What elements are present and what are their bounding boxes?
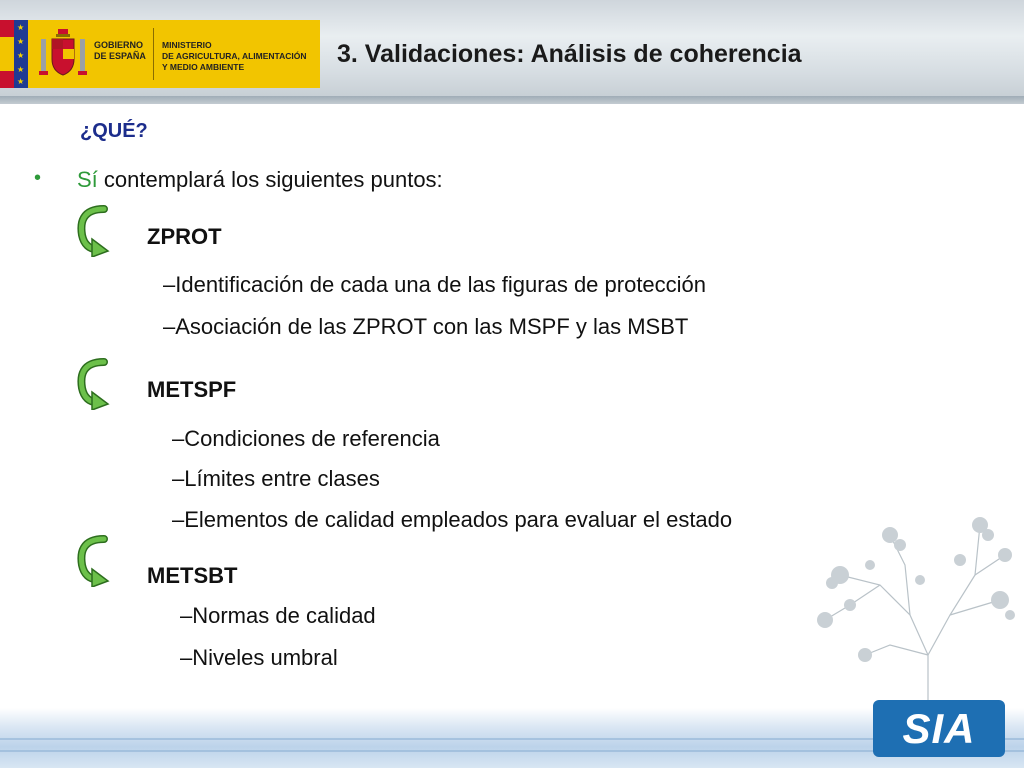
section-item: –Límites entre clases [172, 466, 380, 491]
spain-crest-icon [38, 27, 88, 81]
section-item: –Elementos de calidad empleados para evaluar el estado [172, 507, 733, 532]
header-banner [0, 0, 1024, 104]
section-item: –Niveles umbral [180, 645, 338, 670]
footer-wave-line [0, 738, 1024, 740]
curved-arrow-icon [76, 205, 110, 257]
footer-band [0, 708, 1024, 768]
section-item: –Condiciones de referencia [172, 426, 440, 451]
curved-arrow-icon [76, 358, 110, 410]
section-item: –Normas de calidad [180, 603, 376, 628]
government-label: GOBIERNO DE ESPAÑA [94, 40, 146, 61]
section-item: –Identificación de cada una de las figuras de protección [163, 272, 707, 297]
footer-wave-line [0, 750, 1024, 752]
ministry-label: MINISTERIO DE AGRICULTURA, ALIMENTACIÓN Y MEDIO AMBIENTE [162, 40, 307, 72]
header-divider [153, 28, 154, 80]
section-item: –Asociación de las ZPROT con las MSPF y las MSBT [163, 314, 689, 339]
bullet-icon: • [34, 167, 42, 189]
section-title-metsbt: METSBT [147, 563, 238, 588]
section-title-metspf: METSPF [147, 377, 237, 402]
intro-text [77, 167, 443, 193]
header-shadow [0, 96, 1024, 104]
slide-title: 3. Validaciones: Análisis de coherencia [337, 40, 802, 68]
eu-stars-band: ★ ★ ★ ★ ★ [14, 20, 28, 88]
intro-highlight: Sí [77, 167, 98, 192]
curved-arrow-icon [76, 535, 110, 587]
plant-illustration [810, 505, 1020, 705]
spain-flag-stripe [0, 20, 14, 88]
sia-logo [873, 700, 1005, 757]
intro-rest: contemplará los siguientes puntos: [97, 167, 443, 192]
section-title-zprot: ZPROT [147, 224, 222, 249]
sia-logo-text: SIA [902, 705, 976, 752]
question-heading: ¿QUÉ? [80, 120, 148, 142]
